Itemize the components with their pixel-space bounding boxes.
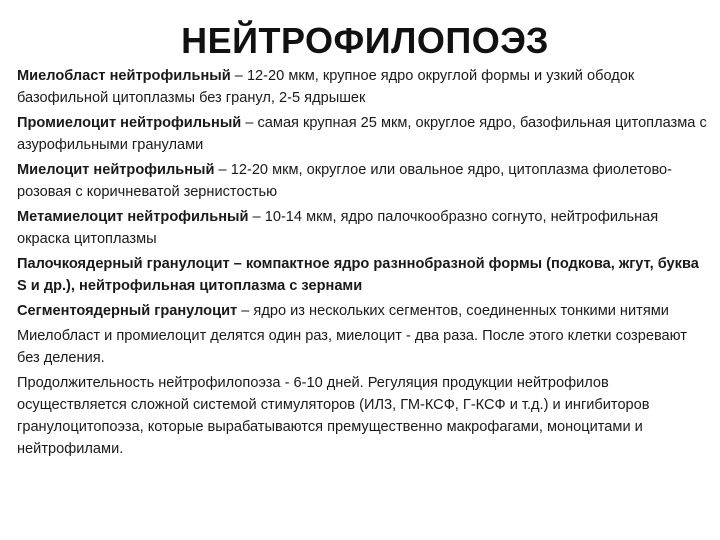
paragraph-band-granulocyte bbox=[17, 253, 711, 297]
paragraph-metamyelocyte bbox=[17, 206, 711, 250]
desc-metamyelocyte: – 10-14 мкм, ядро палочкообразно согнуто, нейтрофильная окраска цитоплазмы bbox=[17, 209, 659, 247]
term-metamyelocyte: Метамиелоцит нейтрофильный bbox=[17, 209, 249, 225]
term-myeloblast: Миелобласт нейтрофильный bbox=[17, 68, 231, 84]
paragraph-myelocyte bbox=[17, 159, 711, 203]
desc-band-granulocyte: – компактное ядро разннобразной формы (подкова, жгут, буква S и др.), нейтрофильная цитоплазма с зернами bbox=[17, 256, 699, 294]
term-myelocyte: Миелоцит нейтрофильный bbox=[17, 162, 215, 178]
desc-promyelocyte: – самая крупная 25 мкм, округлое ядро, базофильная цитоплазма с азурофильными гранулами bbox=[17, 115, 707, 153]
paragraph-promyelocyte bbox=[17, 112, 711, 156]
desc-myeloblast: – 12-20 мкм, крупное ядро округлой формы и узкий ободок базофильной цитоплазмы без гранул, 2-5 ядрышек bbox=[17, 68, 635, 106]
paragraph-division bbox=[17, 325, 711, 369]
slide-title: НЕЙТРОФИЛОПОЭЗ bbox=[181, 20, 549, 61]
desc-duration: Продолжительность нейтрофилопоэза - 6-10 дней. Регуляция продукции нейтрофилов осуществляется сложной системой стимуляторов (ИЛ3, ГМ-КСФ, Г-КСФ и т.д.) и ингибиторов гранулоцитопоэза, которые вырабатываются премущественно макрофагами, моноцитами и нейтрофилами. bbox=[17, 375, 650, 457]
desc-division: Миелобласт и промиелоцит делятся один раз, миелоцит - два раза. После этого клетки созревают без деления. bbox=[17, 328, 687, 366]
term-band-granulocyte: Палочкоядерный гранулоцит bbox=[17, 256, 230, 272]
term-segmented-granulocyte: Сегментоядерный гранулоцит bbox=[17, 303, 238, 319]
paragraph-segmented-granulocyte bbox=[17, 300, 711, 322]
slide-body bbox=[17, 65, 711, 463]
desc-segmented-granulocyte: – ядро из нескольких сегментов, соединенных тонкими нитями bbox=[237, 303, 669, 319]
term-promyelocyte: Промиелоцит нейтрофильный bbox=[17, 115, 242, 131]
paragraph-myeloblast bbox=[17, 65, 711, 109]
paragraph-duration bbox=[17, 372, 711, 460]
desc-myelocyte: – 12-20 мкм, округлое или овальное ядро, цитоплазма фиолетово-розовая с коричневатой зернистостью bbox=[17, 162, 673, 200]
